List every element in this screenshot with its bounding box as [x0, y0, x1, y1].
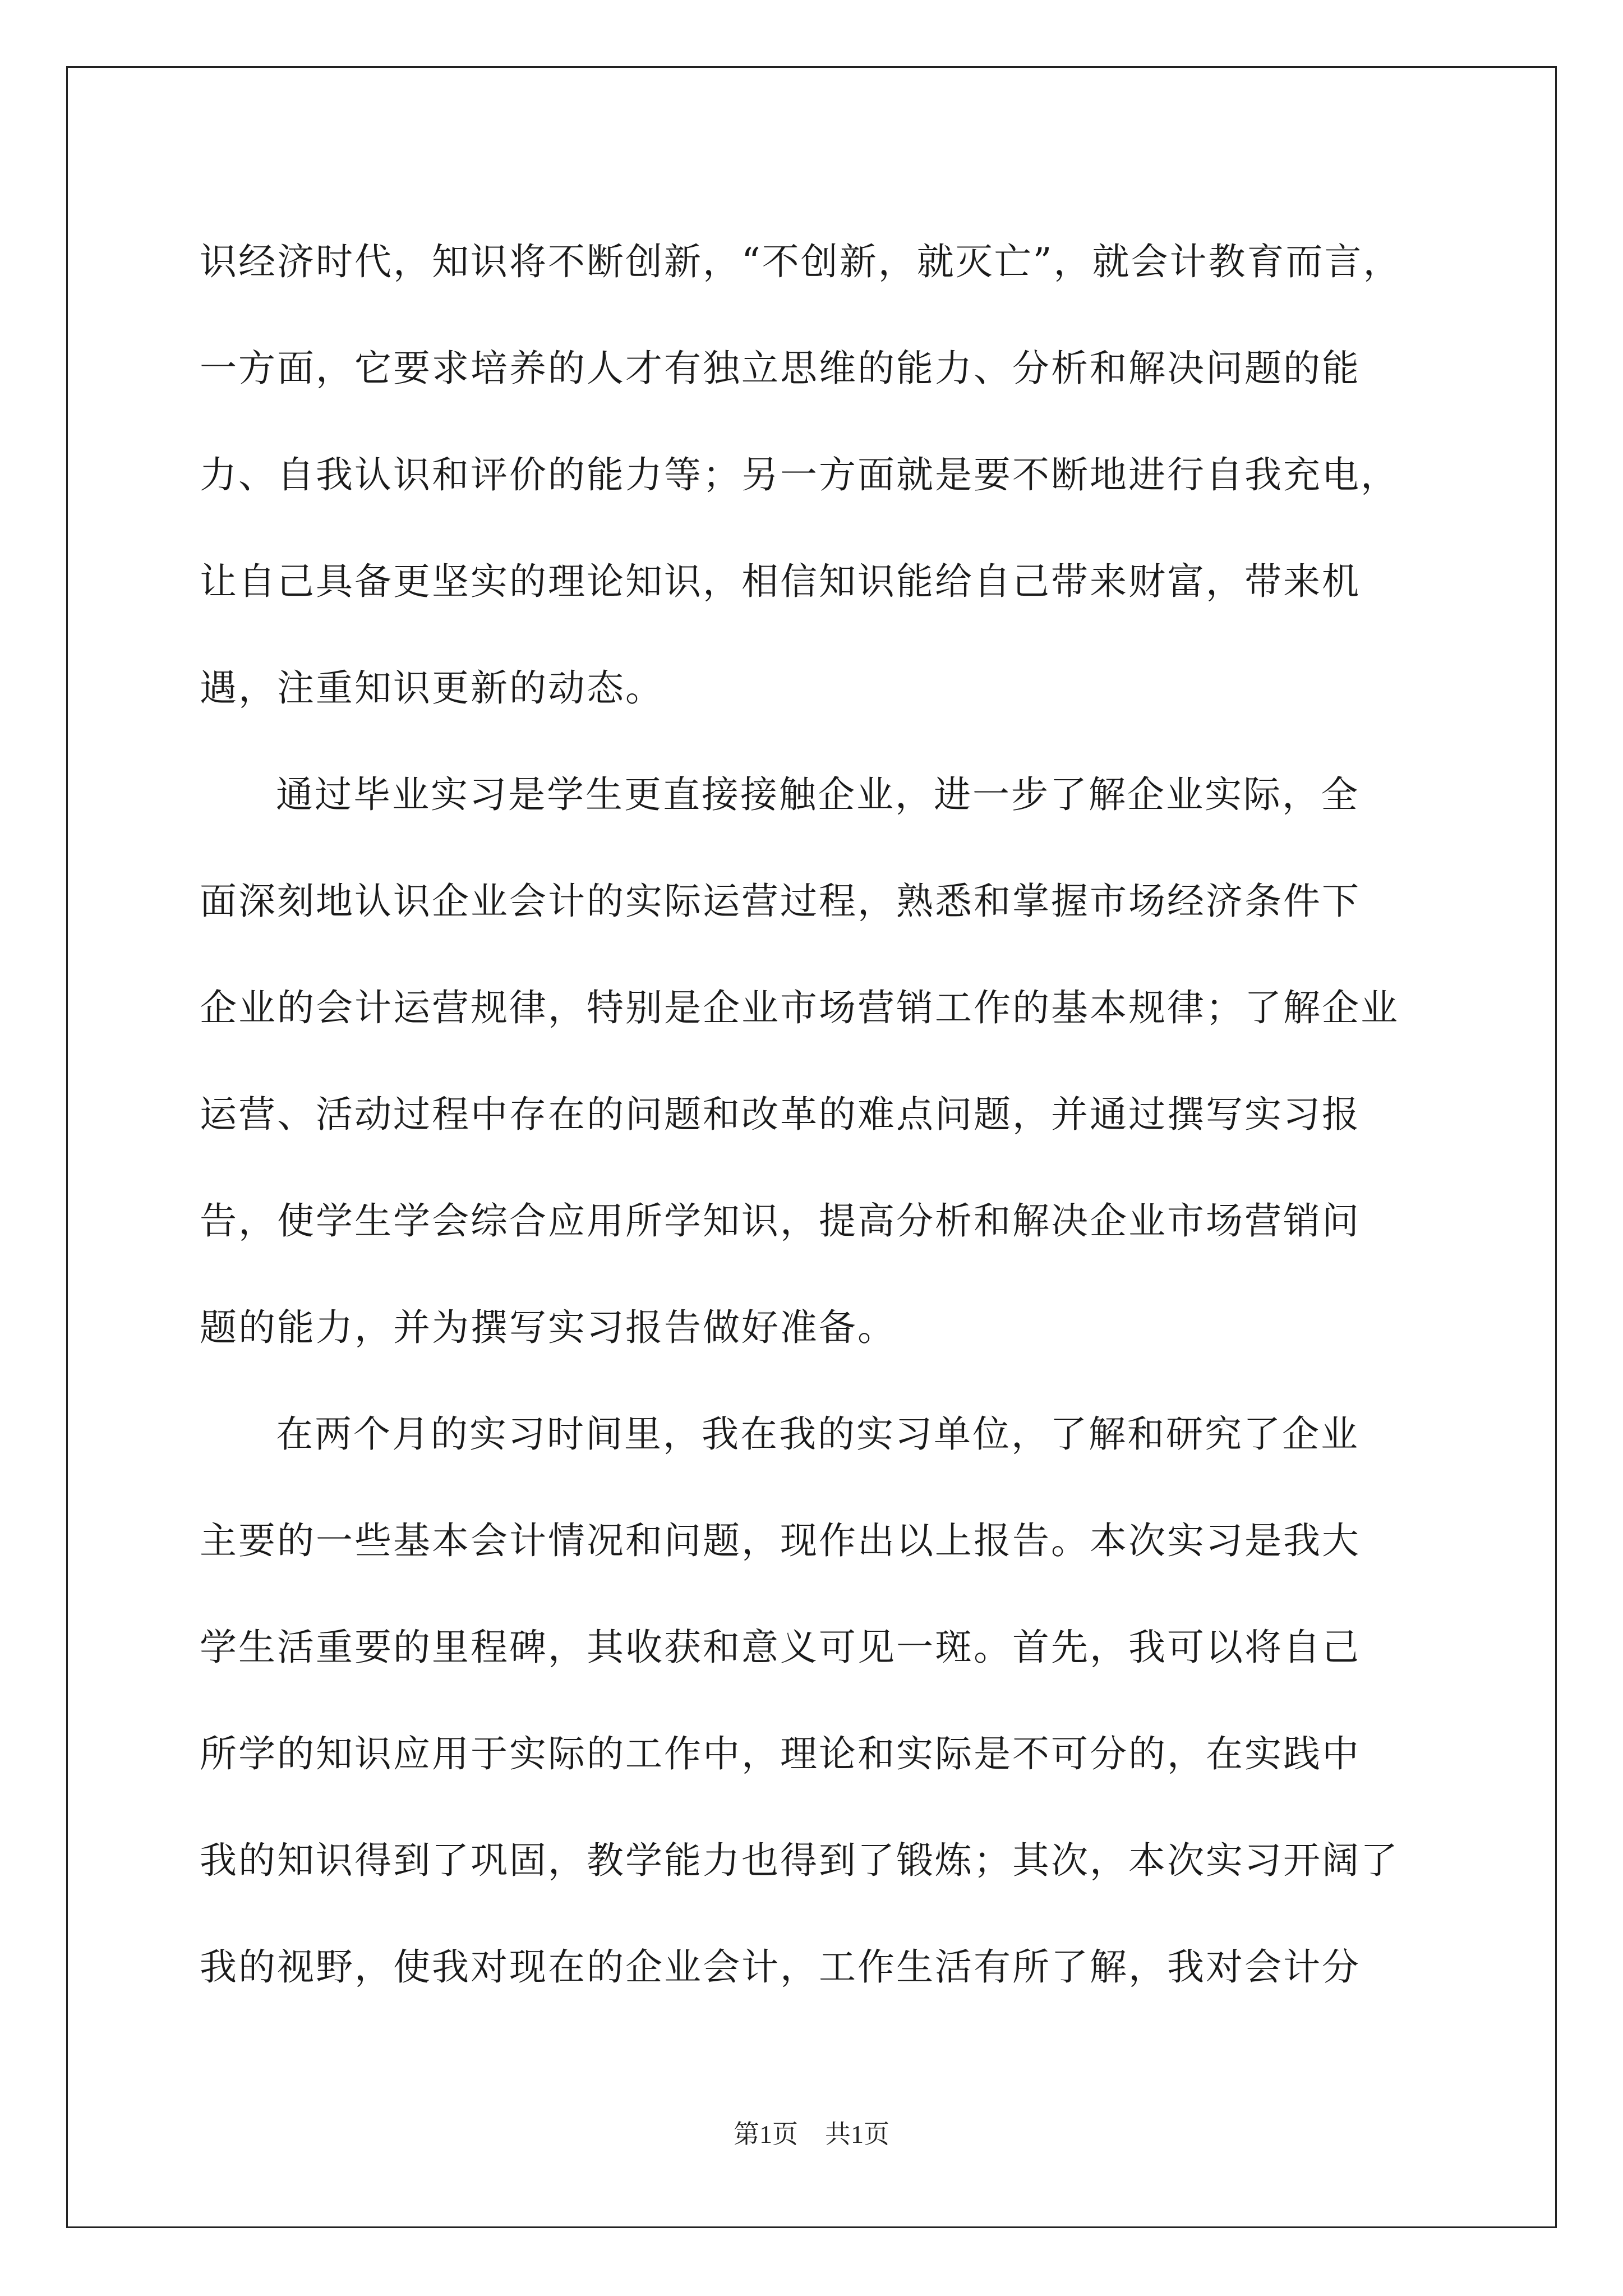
text-line: 主要的一些基本会计情况和问题，现作出以上报告。本次实习是我大 [200, 1519, 1361, 1562]
text-line: 我的视野，使我对现在的企业会计，工作生活有所了解，我对会计分 [200, 1945, 1361, 1989]
text-line: 所学的知识应用于实际的工作中，理论和实际是不可分的，在实践中 [200, 1732, 1361, 1775]
text-line: 一方面，它要求培养的人才有独立思维的能力、分析和解决问题的能 [200, 347, 1361, 390]
page-footer [0, 2114, 1623, 2151]
page-total: 共1页 [825, 2120, 889, 2148]
paragraph-first-line: 在两个月的实习时间里，我在我的实习单位，了解和研究了企业 [276, 1412, 1359, 1456]
paragraph-first-line: 通过毕业实习是学生更直接接触企业，进一步了解企业实际，全 [276, 773, 1359, 816]
text-line: 面深刻地认识企业会计的实际运营过程，熟悉和掌握市场经济条件下 [200, 880, 1361, 923]
page-number: 第1页 [734, 2120, 798, 2148]
text-line: 力、自我认识和评价的能力等；另一方面就是要不断地进行自我充电， [200, 453, 1399, 496]
text-line: 遇，注重知识更新的动态。 [200, 666, 664, 710]
text-line: 识经济时代，知识将不断创新，“不创新，就灭亡”，就会计教育而言， [200, 240, 1402, 283]
document-body [200, 209, 1428, 2021]
text-line: 企业的会计运营规律，特别是企业市场营销工作的基本规律；了解企业 [200, 986, 1399, 1029]
text-line: 运营、活动过程中存在的问题和改革的难点问题，并通过撰写实习报 [200, 1093, 1361, 1136]
text-line: 我的知识得到了巩固，教学能力也得到了锻炼；其次，本次实习开阔了 [200, 1839, 1399, 1882]
text-line: 告，使学生学会综合应用所学知识，提高分析和解决企业市场营销问 [200, 1199, 1361, 1243]
text-line: 学生活重要的里程碑，其收获和意义可见一斑。首先，我可以将自己 [200, 1626, 1361, 1669]
text-line: 题的能力，并为撰写实习报告做好准备。 [200, 1306, 896, 1349]
text-line: 让自己具备更坚实的理论知识，相信知识能给自己带来财富，带来机 [200, 560, 1361, 603]
